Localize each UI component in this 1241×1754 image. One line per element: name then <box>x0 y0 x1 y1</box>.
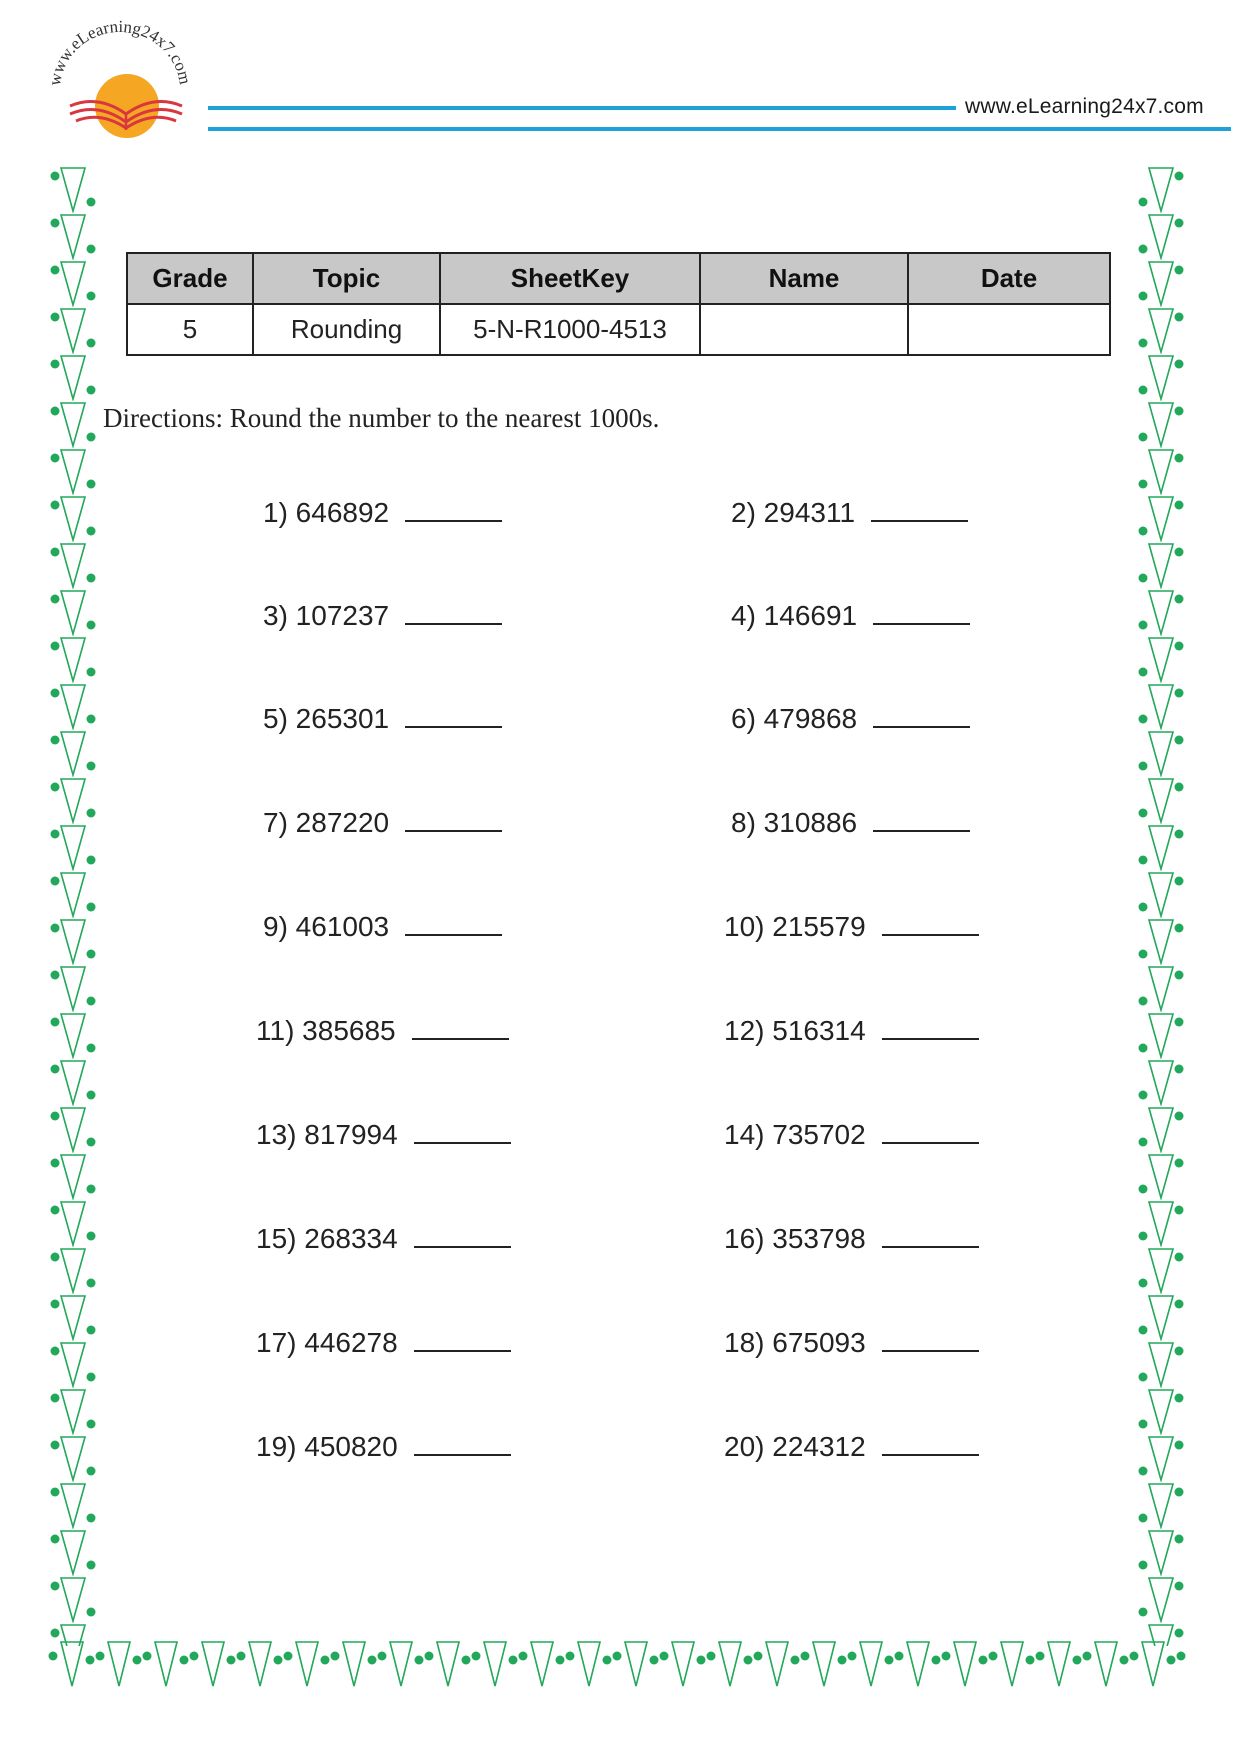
problem-text: 2) 294311 <box>731 497 856 528</box>
problem-item <box>263 908 502 944</box>
problem-text: 12) 516314 <box>724 1015 866 1046</box>
header-rule-top <box>208 106 956 110</box>
grade-value: 5 <box>127 304 253 355</box>
answer-blank[interactable] <box>873 597 970 625</box>
header-grade: Grade <box>127 253 253 304</box>
answer-blank[interactable] <box>882 1324 979 1352</box>
problem-item <box>256 1220 511 1256</box>
answer-blank[interactable] <box>405 494 502 522</box>
problem-item <box>731 700 970 736</box>
problem-text: 1) 646892 <box>263 497 390 528</box>
problem-item <box>263 597 502 633</box>
decorative-border-right <box>1136 166 1186 1646</box>
problem-text: 18) 675093 <box>724 1327 866 1358</box>
problem-text: 3) 107237 <box>263 600 390 631</box>
problem-item <box>263 804 502 840</box>
worksheet-info-table <box>126 252 1111 356</box>
problem-item <box>724 1324 979 1360</box>
problem-text: 16) 353798 <box>724 1223 866 1254</box>
header-topic: Topic <box>253 253 440 304</box>
answer-blank[interactable] <box>405 908 502 936</box>
problem-item <box>731 494 968 530</box>
answer-blank[interactable] <box>882 1116 979 1144</box>
answer-blank[interactable] <box>873 804 970 832</box>
answer-blank[interactable] <box>405 597 502 625</box>
answer-blank[interactable] <box>882 1012 979 1040</box>
problem-text: 17) 446278 <box>256 1327 398 1358</box>
answer-blank[interactable] <box>873 700 970 728</box>
problem-item <box>256 1116 511 1152</box>
problem-item <box>731 804 970 840</box>
info-table-header-row <box>127 253 1110 304</box>
site-url-link[interactable]: www.eLearning24x7.com <box>965 95 1204 118</box>
problem-text: 7) 287220 <box>263 807 390 838</box>
answer-blank[interactable] <box>414 1116 511 1144</box>
problem-text: 13) 817994 <box>256 1119 398 1150</box>
answer-blank[interactable] <box>871 494 968 522</box>
problem-text: 20) 224312 <box>724 1431 866 1462</box>
problem-item <box>724 908 979 944</box>
answer-blank[interactable] <box>405 804 502 832</box>
problem-text: 9) 461003 <box>263 911 390 942</box>
problem-item <box>256 1324 511 1360</box>
answer-blank[interactable] <box>882 1428 979 1456</box>
directions-text: Directions: Round the number to the nearest 1000s. <box>103 403 660 433</box>
problem-text: 8) 310886 <box>731 807 858 838</box>
problem-item <box>724 1220 979 1256</box>
answer-blank[interactable] <box>414 1428 511 1456</box>
answer-blank[interactable] <box>414 1220 511 1248</box>
logo-text: www.eLearning24x7.com <box>45 18 195 87</box>
name-field[interactable] <box>700 304 908 355</box>
sheetkey-value: 5-N-R1000-4513 <box>440 304 700 355</box>
answer-blank[interactable] <box>414 1324 511 1352</box>
header-rule-bottom <box>208 127 1231 131</box>
problem-item <box>724 1012 979 1048</box>
decorative-border-left <box>48 166 98 1646</box>
topic-value: Rounding <box>253 304 440 355</box>
problem-item <box>263 700 502 736</box>
problem-text: 6) 479868 <box>731 703 858 734</box>
header-date: Date <box>908 253 1110 304</box>
problem-text: 11) 385685 <box>256 1015 396 1046</box>
problem-text: 10) 215579 <box>724 911 866 942</box>
site-logo[interactable] <box>40 18 215 148</box>
answer-blank[interactable] <box>882 908 979 936</box>
problem-item <box>731 597 970 633</box>
problem-item <box>724 1116 979 1152</box>
problem-item <box>256 1428 511 1464</box>
answer-blank[interactable] <box>882 1220 979 1248</box>
problem-text: 14) 735702 <box>724 1119 866 1150</box>
header-name: Name <box>700 253 908 304</box>
problem-text: 4) 146691 <box>731 600 858 631</box>
info-table-value-row <box>127 304 1110 355</box>
answer-blank[interactable] <box>405 700 502 728</box>
problem-item <box>263 494 502 530</box>
answer-blank[interactable] <box>412 1012 509 1040</box>
problem-item <box>724 1428 979 1464</box>
problem-text: 5) 265301 <box>263 703 390 734</box>
problem-item <box>256 1012 509 1048</box>
date-field[interactable] <box>908 304 1110 355</box>
problem-text: 15) 268334 <box>256 1223 398 1254</box>
header-sheetkey: SheetKey <box>440 253 700 304</box>
logo-graphic <box>40 18 215 148</box>
problem-text: 19) 450820 <box>256 1431 398 1462</box>
decorative-border-bottom <box>48 1640 1186 1690</box>
